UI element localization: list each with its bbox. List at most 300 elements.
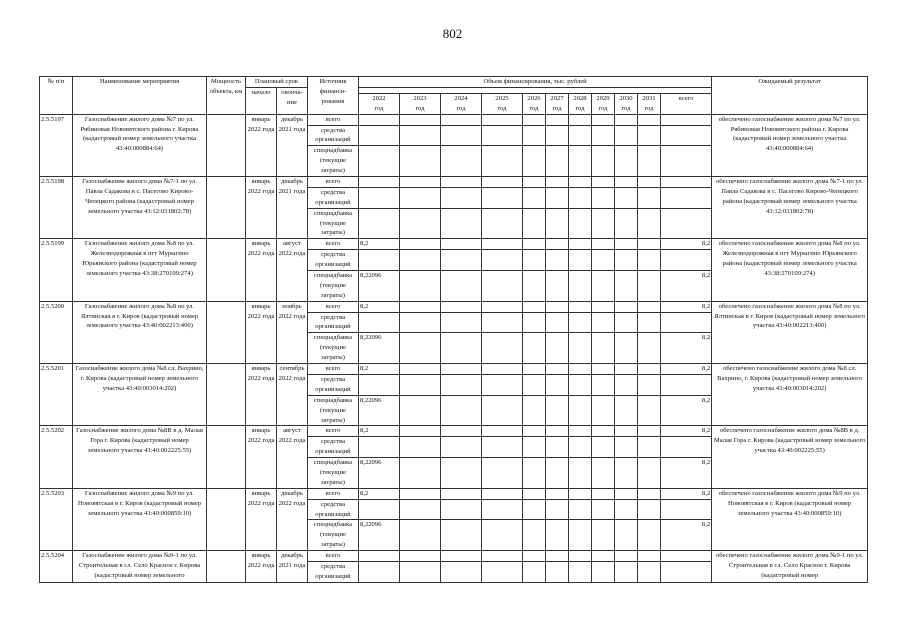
year-label: 2026 (527, 94, 541, 102)
value-2029 (592, 239, 615, 250)
value-2029 (592, 125, 615, 146)
value-2026 (523, 437, 546, 458)
value-2031 (638, 458, 661, 489)
value-2026 (523, 333, 546, 364)
value-2022 (359, 437, 400, 458)
value-2029 (592, 374, 615, 395)
row-capacity (207, 426, 246, 488)
row-source: спецнадбавка (текущие затраты) (308, 395, 359, 426)
value-2024 (441, 458, 482, 489)
row-source: средства организаций (308, 561, 359, 582)
value-2028 (569, 364, 592, 375)
year-header-2026 (523, 93, 546, 114)
row-source: средства организаций (308, 250, 359, 271)
value-2023 (400, 561, 441, 582)
value-2024 (441, 551, 482, 562)
value-2022: 8,22096 (359, 333, 400, 364)
col-name-header: Наименование мероприятия (73, 77, 207, 115)
value-total: 8,2 (661, 333, 712, 364)
row-id: 2.5.5203 (40, 488, 73, 550)
value-2024 (441, 208, 482, 239)
value-2029 (592, 271, 615, 302)
value-2030 (615, 458, 638, 489)
value-total (661, 374, 712, 395)
value-2024 (441, 520, 482, 551)
value-2025 (482, 250, 523, 271)
value-2025 (482, 561, 523, 582)
row-end: август 2022 года (277, 426, 308, 488)
year-label: 2025 (495, 94, 509, 102)
row-name: Газоснабжение жилого дома №8 по ул. Ялтинская в г. Киров (кадастровый номер земельного участка 43:40:002213:400) (73, 301, 207, 363)
value-2028 (569, 146, 592, 177)
value-2026 (523, 312, 546, 333)
value-2023 (400, 395, 441, 426)
page-number: 802 (442, 26, 463, 41)
value-2029 (592, 312, 615, 333)
value-total: 8,2 (661, 271, 712, 302)
value-2022 (359, 561, 400, 582)
value-2028 (569, 301, 592, 312)
value-2024 (441, 499, 482, 520)
value-2030 (615, 187, 638, 208)
year-label: 2031 (642, 94, 656, 102)
value-2031 (638, 239, 661, 250)
row-id: 2.5.5197 (40, 114, 73, 176)
value-2028 (569, 250, 592, 271)
value-2023 (400, 125, 441, 146)
year-label: 2029 (596, 94, 610, 102)
row-id: 2.5.5200 (40, 301, 73, 363)
value-2023 (400, 551, 441, 562)
value-2029 (592, 395, 615, 426)
value-2030 (615, 250, 638, 271)
value-2029 (592, 177, 615, 188)
row-id: 2.5.5204 (40, 551, 73, 583)
value-2024 (441, 301, 482, 312)
value-2023 (400, 364, 441, 375)
value-2026 (523, 374, 546, 395)
year-header-2029 (592, 93, 615, 114)
value-2023 (400, 146, 441, 177)
value-2023 (400, 177, 441, 188)
value-2031 (638, 364, 661, 375)
row-id: 2.5.5198 (40, 177, 73, 239)
value-2024 (441, 333, 482, 364)
value-total: 8,2 (661, 520, 712, 551)
value-2026 (523, 426, 546, 437)
value-2029 (592, 551, 615, 562)
value-2027 (546, 364, 569, 375)
row-name: Газоснабжение жилого дома №8 по ул. Железнодорожная в пгт Мурыгино Юрьянского района (кадастровый номер земельного участка 43:38:270109:274) (73, 239, 207, 301)
value-2024 (441, 250, 482, 271)
value-2026 (523, 520, 546, 551)
value-2022: 8,2 (359, 364, 400, 375)
row-name: Газоснабжение жилого дома №7 по ул. Рябиновая Нововятского района г. Кирова (кадастровый номер земельного участка 43:40:000884:64) (73, 114, 207, 176)
value-2029 (592, 333, 615, 364)
year-header-2025 (482, 93, 523, 114)
value-2028 (569, 177, 592, 188)
value-2023 (400, 374, 441, 395)
value-2024 (441, 488, 482, 499)
value-2030 (615, 426, 638, 437)
value-2023 (400, 488, 441, 499)
col-source-header: Источник финанси- рования (308, 77, 359, 115)
value-total (661, 177, 712, 188)
row-result: обеспечено газоснабжение жилого дома №7 по ул. Рябиновая Нововятского района г. Кирова (кадастровый номер земельного участка 43:40:000884:64) (712, 114, 868, 176)
value-2023 (400, 426, 441, 437)
value-2028 (569, 271, 592, 302)
value-2031 (638, 312, 661, 333)
row-source: спецнадбавка (текущие затраты) (308, 271, 359, 302)
value-2025 (482, 333, 523, 364)
row-source: средства организаций (308, 125, 359, 146)
value-2028 (569, 374, 592, 395)
value-2029 (592, 488, 615, 499)
value-2031 (638, 301, 661, 312)
value-2027 (546, 271, 569, 302)
value-2029 (592, 499, 615, 520)
row-start: январь 2022 года (246, 488, 277, 550)
value-2023 (400, 458, 441, 489)
value-2028 (569, 437, 592, 458)
year-label: 2022 (372, 94, 386, 102)
value-2028 (569, 551, 592, 562)
value-2028 (569, 125, 592, 146)
table-header (40, 77, 868, 115)
value-2031 (638, 146, 661, 177)
year-header-2027 (546, 93, 569, 114)
value-2027 (546, 499, 569, 520)
col-capacity-header: Мощность объекта, км (207, 77, 246, 115)
value-total: 8,2 (661, 458, 712, 489)
year-suffix: год (415, 104, 425, 112)
value-2025 (482, 458, 523, 489)
value-2025 (482, 125, 523, 146)
row-source: всего (308, 488, 359, 499)
value-2026 (523, 239, 546, 250)
value-2024 (441, 561, 482, 582)
value-2027 (546, 374, 569, 395)
value-2022: 8,2 (359, 426, 400, 437)
value-total (661, 250, 712, 271)
year-header-2030 (615, 93, 638, 114)
row-name: Газоснабжение жилого дома №8 сл. Вахрино, г. Кирова (кадастровый номер земельного участка 43:40:003014:202) (73, 364, 207, 426)
value-2025 (482, 312, 523, 333)
value-2022 (359, 250, 400, 271)
row-source: всего (308, 239, 359, 250)
value-2028 (569, 499, 592, 520)
value-2026 (523, 395, 546, 426)
row-id: 2.5.5199 (40, 239, 73, 301)
row-end: декабрь 2021 года (277, 114, 308, 176)
row-source: спецнадбавка (текущие затраты) (308, 520, 359, 551)
value-2027 (546, 561, 569, 582)
year-label: 2030 (619, 94, 633, 102)
value-2031 (638, 208, 661, 239)
table-row (40, 488, 868, 499)
value-2030 (615, 395, 638, 426)
col-volume-header: Объем финансирования, тыс. рублей (359, 77, 712, 88)
value-2026 (523, 488, 546, 499)
value-2031 (638, 177, 661, 188)
value-2026 (523, 146, 546, 177)
value-2027 (546, 551, 569, 562)
value-2028 (569, 187, 592, 208)
value-2025 (482, 551, 523, 562)
table-row (40, 426, 868, 437)
value-2025 (482, 177, 523, 188)
value-2024 (441, 114, 482, 125)
value-2026 (523, 499, 546, 520)
year-label: 2024 (454, 94, 468, 102)
value-2024 (441, 125, 482, 146)
row-source: спецнадбавка (текущие затраты) (308, 333, 359, 364)
value-2030 (615, 551, 638, 562)
value-2029 (592, 301, 615, 312)
year-label: 2027 (550, 94, 564, 102)
value-2029 (592, 250, 615, 271)
value-2027 (546, 208, 569, 239)
value-2030 (615, 520, 638, 551)
row-source: всего (308, 426, 359, 437)
value-2029 (592, 520, 615, 551)
value-2031 (638, 551, 661, 562)
row-capacity (207, 551, 246, 583)
year-suffix: год (456, 104, 466, 112)
value-2027 (546, 395, 569, 426)
year-header-2022 (359, 93, 400, 114)
row-result: обеспечено газоснабжение жилого дома №9-1 по ул. Строительная в сл. Село Красное г. Кирова (кадастровый номер (712, 551, 868, 583)
year-suffix: год (598, 104, 608, 112)
row-name: Газоснабжение жилого дома №7-1 по ул. Павла Садакова в с. Пасегово Кирово-Чепецкого района (кадастровый номер земельного участка 43:12:031802:78) (73, 177, 207, 239)
value-2031 (638, 114, 661, 125)
value-total (661, 551, 712, 562)
row-end: декабрь 2021 года (277, 551, 308, 583)
value-2027 (546, 426, 569, 437)
value-2026 (523, 177, 546, 188)
value-2022: 8,2 (359, 239, 400, 250)
row-source: всего (308, 177, 359, 188)
value-2030 (615, 437, 638, 458)
value-2030 (615, 146, 638, 177)
row-result: обеспечено газоснабжение жилого дома №8 сл. Вахрино, г. Кирова (кадастровый номер земельного участка 43:40:003014:202) (712, 364, 868, 426)
value-total: 8,2 (661, 364, 712, 375)
row-name: Газоснабжение жилого дома №9-1 по ул. Строительная в сл. Село Красное г. Кирова (кадастровый номер земельного (73, 551, 207, 583)
value-total (661, 187, 712, 208)
value-2022 (359, 187, 400, 208)
row-result: обеспечено газоснабжение жилого дома №9 по ул. Нововятская в г. Киров (кадастровый номер земельного участка 43:40:000859:10) (712, 488, 868, 550)
value-2029 (592, 437, 615, 458)
value-2029 (592, 458, 615, 489)
value-total (661, 499, 712, 520)
value-2027 (546, 520, 569, 551)
value-2026 (523, 364, 546, 375)
value-2026 (523, 271, 546, 302)
value-2029 (592, 426, 615, 437)
value-2024 (441, 437, 482, 458)
value-2023 (400, 271, 441, 302)
row-capacity (207, 114, 246, 176)
value-2028 (569, 561, 592, 582)
value-2026 (523, 208, 546, 239)
row-end: декабрь 2021 года (277, 177, 308, 239)
value-2023 (400, 312, 441, 333)
value-2025 (482, 146, 523, 177)
value-2029 (592, 146, 615, 177)
row-end: ноябрь 2022 года (277, 301, 308, 363)
value-2027 (546, 333, 569, 364)
row-start: январь 2022 года (246, 177, 277, 239)
year-suffix: год (374, 104, 384, 112)
table-body (40, 114, 868, 582)
value-2027 (546, 488, 569, 499)
value-2028 (569, 333, 592, 364)
table-row (40, 551, 868, 562)
value-2025 (482, 208, 523, 239)
value-2026 (523, 187, 546, 208)
value-2027 (546, 114, 569, 125)
row-source: средства организаций (308, 437, 359, 458)
value-2024 (441, 395, 482, 426)
year-suffix: год (529, 104, 539, 112)
value-2029 (592, 561, 615, 582)
year-suffix: год (497, 104, 507, 112)
row-capacity (207, 239, 246, 301)
value-2031 (638, 499, 661, 520)
value-2023 (400, 437, 441, 458)
value-2030 (615, 364, 638, 375)
col-start-header: начало (246, 87, 277, 114)
value-2031 (638, 271, 661, 302)
value-total: 8,2 (661, 395, 712, 426)
value-2031 (638, 374, 661, 395)
value-2023 (400, 301, 441, 312)
value-2030 (615, 125, 638, 146)
value-2028 (569, 239, 592, 250)
row-start: январь 2022 года (246, 551, 277, 583)
value-2023 (400, 499, 441, 520)
value-2023 (400, 333, 441, 364)
value-2024 (441, 271, 482, 302)
row-source: спецнадбавка (текущие затраты) (308, 208, 359, 239)
row-capacity (207, 177, 246, 239)
value-2027 (546, 146, 569, 177)
year-label: 2028 (573, 94, 587, 102)
value-2024 (441, 364, 482, 375)
value-2022 (359, 499, 400, 520)
value-2026 (523, 458, 546, 489)
value-2022 (359, 374, 400, 395)
value-2029 (592, 364, 615, 375)
year-suffix: год (621, 104, 631, 112)
value-2023 (400, 114, 441, 125)
financing-table (39, 76, 868, 583)
value-2030 (615, 208, 638, 239)
value-2025 (482, 301, 523, 312)
value-2029 (592, 187, 615, 208)
value-2025 (482, 499, 523, 520)
value-2022: 8,22096 (359, 271, 400, 302)
value-2031 (638, 250, 661, 271)
value-2027 (546, 187, 569, 208)
value-total (661, 208, 712, 239)
year-suffix: год (575, 104, 585, 112)
table-row (40, 301, 868, 312)
value-2031 (638, 488, 661, 499)
value-2024 (441, 177, 482, 188)
value-2028 (569, 520, 592, 551)
value-total (661, 312, 712, 333)
value-2028 (569, 114, 592, 125)
value-2025 (482, 437, 523, 458)
row-source: всего (308, 301, 359, 312)
value-2027 (546, 458, 569, 489)
value-2022 (359, 114, 400, 125)
value-2029 (592, 208, 615, 239)
row-source: средства организаций (308, 499, 359, 520)
row-start: январь 2022 года (246, 114, 277, 176)
row-result: обеспечено газоснабжение жилого дома №7-1 по ул. Павла Садакова в с. Пасегово Кирово-Чепецкого района (кадастровый номер земельного участка 43:12:031802:78) (712, 177, 868, 239)
value-2030 (615, 488, 638, 499)
value-2022 (359, 312, 400, 333)
value-2030 (615, 561, 638, 582)
value-2025 (482, 239, 523, 250)
row-end: декабрь 2022 года (277, 488, 308, 550)
value-2024 (441, 426, 482, 437)
value-2022 (359, 146, 400, 177)
row-start: январь 2022 года (246, 426, 277, 488)
value-2022 (359, 208, 400, 239)
row-start: январь 2022 года (246, 364, 277, 426)
value-2027 (546, 250, 569, 271)
value-2031 (638, 437, 661, 458)
value-2026 (523, 125, 546, 146)
row-source: спецнадбавка (текущие затраты) (308, 458, 359, 489)
value-total: 8,2 (661, 426, 712, 437)
value-2024 (441, 312, 482, 333)
value-2031 (638, 125, 661, 146)
value-2029 (592, 114, 615, 125)
value-total: 8,2 (661, 301, 712, 312)
row-capacity (207, 364, 246, 426)
year-suffix: год (552, 104, 562, 112)
value-2028 (569, 488, 592, 499)
value-2027 (546, 125, 569, 146)
value-2024 (441, 239, 482, 250)
col-num-header: № п/п (40, 77, 73, 115)
value-2027 (546, 301, 569, 312)
value-2030 (615, 177, 638, 188)
value-2028 (569, 208, 592, 239)
row-result: обеспечено газоснабжение жилого дома №8 по ул. Ялтинская в г. Киров (кадастровый номер земельного участка 43:40:002213:400) (712, 301, 868, 363)
value-total: 8,2 (661, 488, 712, 499)
year-header-2023 (400, 93, 441, 114)
row-name: Газоснабжение жилого дома №8В в д. Малая Гора г. Кирова (кадастровый номер земельного участка 43:40:002225:55) (73, 426, 207, 488)
value-2023 (400, 250, 441, 271)
value-total (661, 114, 712, 125)
value-2025 (482, 364, 523, 375)
value-2030 (615, 114, 638, 125)
value-2028 (569, 426, 592, 437)
value-2030 (615, 301, 638, 312)
value-2022: 8,22096 (359, 458, 400, 489)
value-total: 8,2 (661, 239, 712, 250)
value-total (661, 437, 712, 458)
value-2031 (638, 395, 661, 426)
value-2024 (441, 187, 482, 208)
value-2023 (400, 239, 441, 250)
value-2026 (523, 551, 546, 562)
